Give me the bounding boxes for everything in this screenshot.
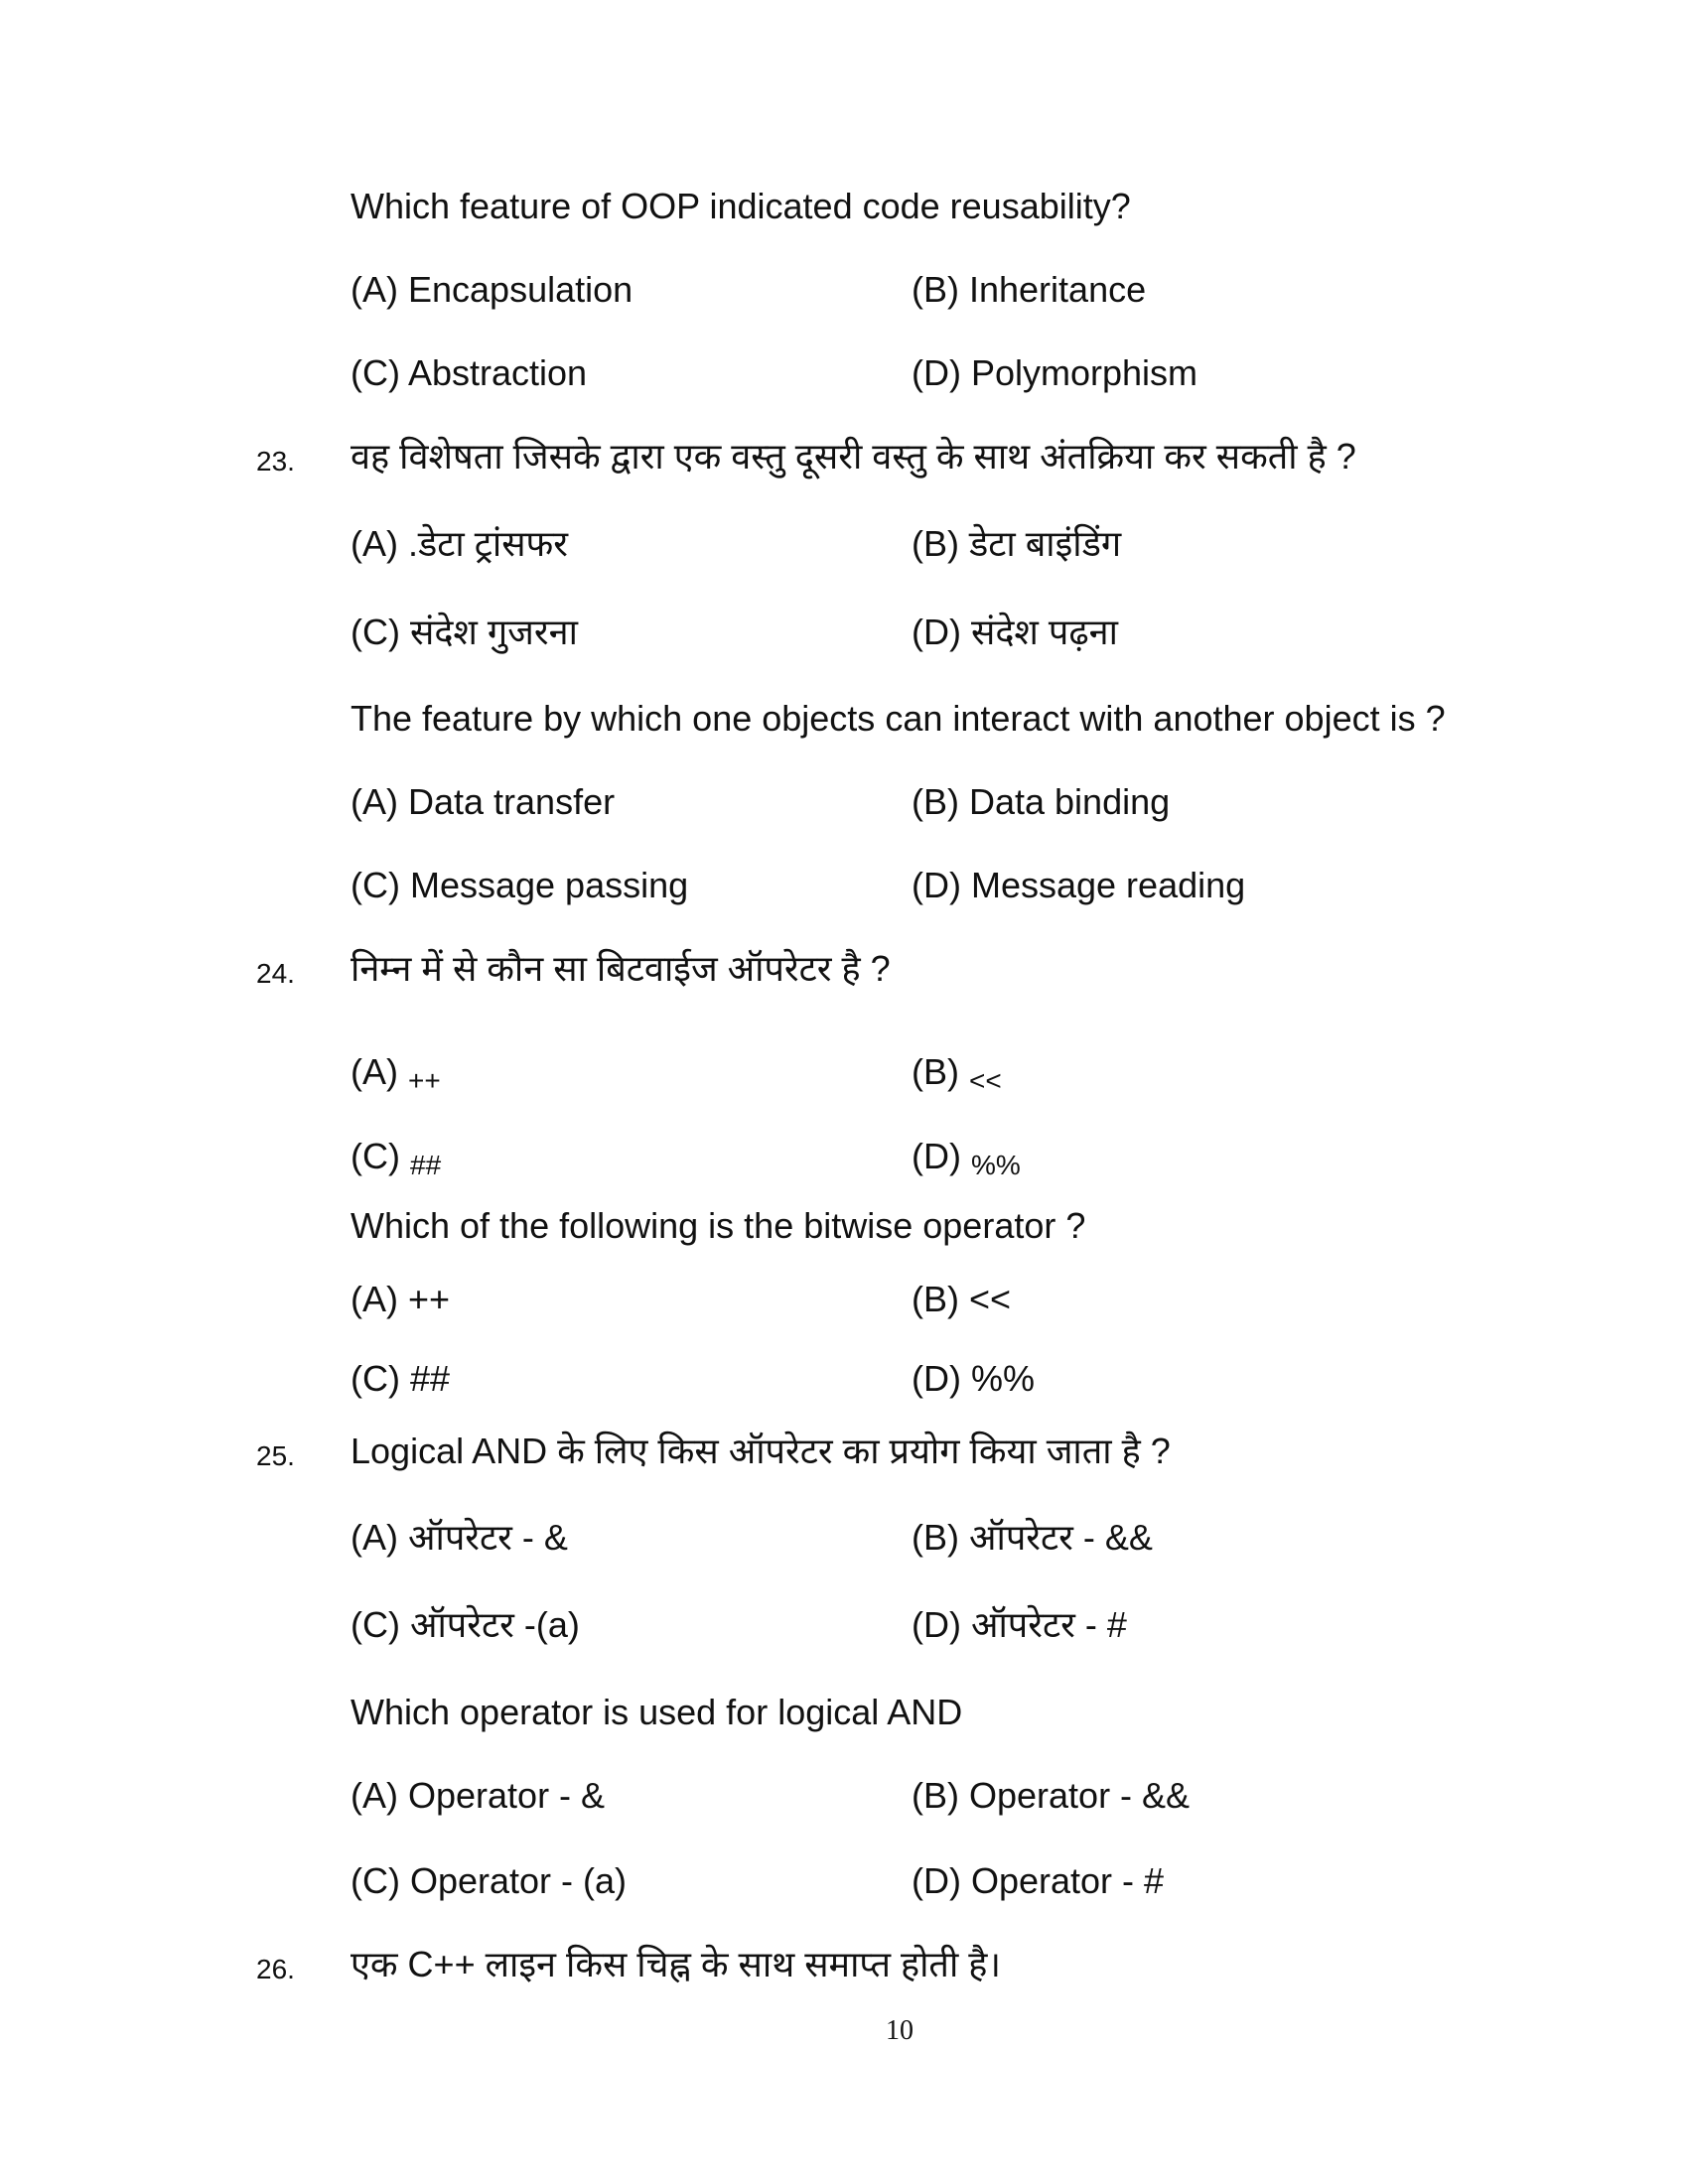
option-c: (C) Operator - (a) bbox=[351, 1860, 628, 1901]
option-a: (A) Data transfer bbox=[351, 781, 616, 822]
page-number: 10 bbox=[886, 2015, 914, 2046]
option-label: (B) bbox=[912, 1051, 959, 1092]
question-number: 25. bbox=[256, 1440, 295, 1471]
option-a: (A) ऑपरेटर - & bbox=[351, 1517, 568, 1558]
option-a bbox=[351, 1050, 441, 1097]
option-c: (C) ऑपरेटर -(a) bbox=[351, 1604, 580, 1645]
option-a: (A) Encapsulation bbox=[351, 269, 633, 310]
option-d: (D) ऑपरेटर - # bbox=[912, 1604, 1127, 1645]
option-label: (D) bbox=[912, 1136, 961, 1176]
option-b: (B) डेटा बाइंडिंग bbox=[912, 523, 1122, 564]
question-number: 23. bbox=[256, 446, 295, 477]
option-c bbox=[351, 1135, 441, 1181]
question-text: वह विशेषता जिसके द्वारा एक वस्तु दूसरी वस्तु के साथ अंतक्रिया कर सकती है ? bbox=[351, 436, 1356, 477]
question-text: The feature by which one objects can interact with another object is ? bbox=[351, 698, 1446, 739]
option-d: (D) %% bbox=[912, 1358, 1035, 1399]
option-value: ++ bbox=[408, 1065, 441, 1096]
option-a: (A) Operator - & bbox=[351, 1775, 606, 1816]
option-d: (D) Message reading bbox=[912, 865, 1246, 905]
option-b: (B) Data binding bbox=[912, 781, 1171, 822]
option-c: (C) ## bbox=[351, 1358, 451, 1399]
question-text: Logical AND के लिए किस ऑपरेटर का प्रयोग किया जाता है ? bbox=[351, 1431, 1171, 1471]
option-value: ## bbox=[410, 1150, 442, 1180]
question-number: 26. bbox=[256, 1954, 295, 1984]
option-d: (D) Operator - # bbox=[912, 1860, 1165, 1901]
option-b: (B) Inheritance bbox=[912, 269, 1147, 310]
option-c: (C) संदेश गुजरना bbox=[351, 612, 578, 652]
option-b: (B) << bbox=[912, 1279, 1012, 1319]
question-text: Which of the following is the bitwise operator ? bbox=[351, 1205, 1086, 1246]
option-d: (D) Polymorphism bbox=[912, 352, 1198, 393]
option-c: (C) Message passing bbox=[351, 865, 689, 905]
option-label: (C) bbox=[351, 1136, 400, 1176]
question-text: Which operator is used for logical AND bbox=[351, 1692, 963, 1732]
option-b: (B) ऑपरेटर - && bbox=[912, 1517, 1153, 1558]
option-value: %% bbox=[971, 1150, 1021, 1180]
option-b: (B) Operator - && bbox=[912, 1775, 1191, 1816]
question-text: Which feature of OOP indicated code reusability? bbox=[351, 186, 1131, 226]
option-b bbox=[912, 1050, 1002, 1097]
question-text: एक C++ लाइन किस चिह्न के साथ समाप्त होती है। bbox=[351, 1944, 1002, 1984]
question-text: निम्न में से कौन सा बिटवाईज ऑपरेटर है ? bbox=[351, 948, 891, 989]
option-a: (A) .डेटा ट्रांसफर bbox=[351, 523, 569, 564]
option-d: (D) संदेश पढ़ना bbox=[912, 612, 1118, 652]
question-number: 24. bbox=[256, 958, 295, 989]
option-label: (A) bbox=[351, 1051, 398, 1092]
option-a: (A) ++ bbox=[351, 1279, 451, 1319]
option-value: << bbox=[969, 1065, 1002, 1096]
option-d bbox=[912, 1135, 1021, 1181]
option-c: (C) Abstraction bbox=[351, 352, 588, 393]
